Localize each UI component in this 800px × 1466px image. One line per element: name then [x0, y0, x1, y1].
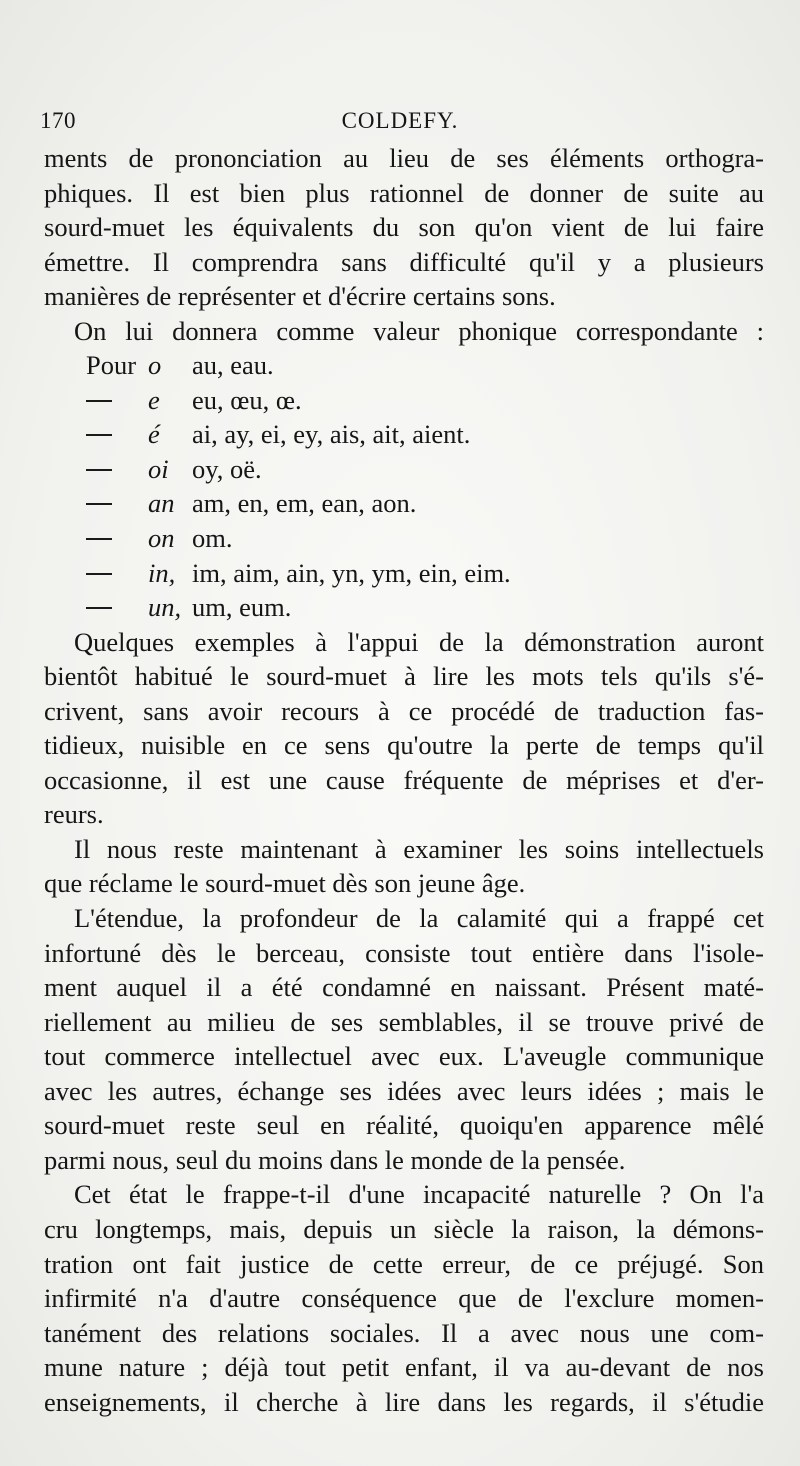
list-item [44, 417, 764, 452]
text-line: Il nous reste maintenant à examiner les soins intellectuels [74, 833, 764, 864]
sound-equivalents: oy, oë. [192, 453, 262, 484]
text-line: tidieux, nuisible en ce sens qu'outre la perte de temps qu'il [44, 730, 764, 761]
text-line: riellement au milieu de ses semblables, il se trouve privé de [44, 1006, 764, 1037]
dash-mark [86, 469, 112, 471]
text-line: L'étendue, la profondeur de la calamité qui a frappé cet [74, 903, 764, 934]
text-line: Cet état le frappe-t-il d'une incapacité naturelle ? On l'a [74, 1179, 764, 1210]
text-line: mune nature ; déjà tout petit enfant, il va au-devant de nos [44, 1352, 764, 1383]
body-text [44, 141, 764, 1419]
text-line: ments de prononciation au lieu de ses éléments orthogra- [44, 143, 764, 173]
list-item [44, 348, 764, 383]
dash-mark [86, 434, 112, 436]
sound-key: oi [148, 453, 169, 484]
list-lead-word: Pour [86, 350, 137, 381]
paragraph [44, 901, 764, 1177]
sound-equivalents: im, aim, ain, yn, ym, ein, eim. [192, 557, 511, 588]
list-item [44, 590, 764, 625]
sound-equivalents: au, eau. [192, 350, 274, 381]
text-line: enseignements, il cherche à lire dans les regards, il s'étudie [44, 1386, 764, 1417]
paragraph [44, 832, 764, 901]
paragraph [44, 141, 764, 314]
sound-key: in, [148, 557, 176, 588]
paragraph [44, 1177, 764, 1419]
text-line: que réclame le sourd-muet dès son jeune âge. [44, 868, 526, 899]
paragraph [44, 625, 764, 832]
dash-mark [86, 573, 112, 575]
sound-key: on [148, 523, 175, 554]
text-line: bientôt habitué le sourd-muet à lire les mots tels qu'ils s'é- [44, 661, 764, 692]
dash-mark [86, 400, 112, 402]
sound-equivalents: ai, ay, ei, ey, ais, ait, aient. [192, 419, 471, 450]
list-item [44, 556, 764, 591]
list-item [44, 383, 764, 418]
dash-mark [86, 503, 112, 505]
text-line: tration ont fait justice de cette erreur, de ce préjugé. Son [44, 1248, 764, 1279]
sound-key: an [148, 488, 175, 519]
sound-equivalents: om. [192, 523, 233, 554]
sound-key: un, [148, 592, 182, 623]
text-line: infirmité n'a d'autre conséquence que de l'exclure momen- [44, 1283, 764, 1314]
text-line: ment auquel il a été condamné en naissant. Présent maté- [44, 972, 764, 1003]
text-line: On lui donnera comme valeur phonique correspondante : [74, 315, 764, 346]
sound-key: e [148, 384, 160, 415]
text-line: crivent, sans avoir recours à ce procédé de traduction fas- [44, 695, 764, 726]
text-line: phiques. Il est bien plus rationnel de donner de suite au [44, 177, 764, 208]
sound-equivalents: eu, œu, œ. [192, 384, 302, 415]
dash-mark [86, 607, 112, 609]
list-item [44, 521, 764, 556]
sound-equivalents: am, en, em, ean, aon. [192, 488, 417, 519]
text-line: manières de représenter et d'écrire certains sons. [44, 281, 556, 312]
sound-key: é [148, 419, 160, 450]
page-header [40, 108, 760, 140]
sound-key: o [148, 350, 162, 381]
text-line: infortuné dès le berceau, consiste tout entière dans l'isole- [44, 937, 764, 968]
running-title: COLDEFY. [341, 108, 459, 133]
text-line: avec les autres, échange ses idées avec leurs idées ; mais le [44, 1075, 764, 1106]
dash-mark [86, 538, 112, 540]
text-line: sourd-muet les équivalents du son qu'on vient de lui faire [44, 212, 764, 243]
sound-equivalents: um, eum. [192, 592, 292, 623]
text-line: Quelques exemples à l'appui de la démonstration auront [74, 626, 764, 657]
list-item [44, 452, 764, 487]
text-line: tout commerce intellectuel avec eux. L'aveugle communique [44, 1041, 764, 1072]
text-line: occasionne, il est une cause fréquente de méprises et d'er- [44, 764, 764, 795]
text-line: tanément des relations sociales. Il a avec nous une com- [44, 1317, 764, 1348]
equivalents-list [44, 348, 764, 624]
text-line: émettre. Il comprendra sans difficulté qu'il y a plusieurs [44, 246, 764, 277]
text-line: reurs. [44, 799, 104, 830]
paragraph [44, 314, 764, 349]
text-line: cru longtemps, mais, depuis un siècle la raison, la démons- [44, 1213, 764, 1244]
text-line: sourd-muet reste seul en réalité, quoiqu'en apparence mêlé [44, 1110, 764, 1141]
list-item [44, 486, 764, 521]
page-number: 170 [40, 108, 76, 133]
text-line: parmi nous, seul du moins dans le monde de la pensée. [44, 1144, 626, 1175]
